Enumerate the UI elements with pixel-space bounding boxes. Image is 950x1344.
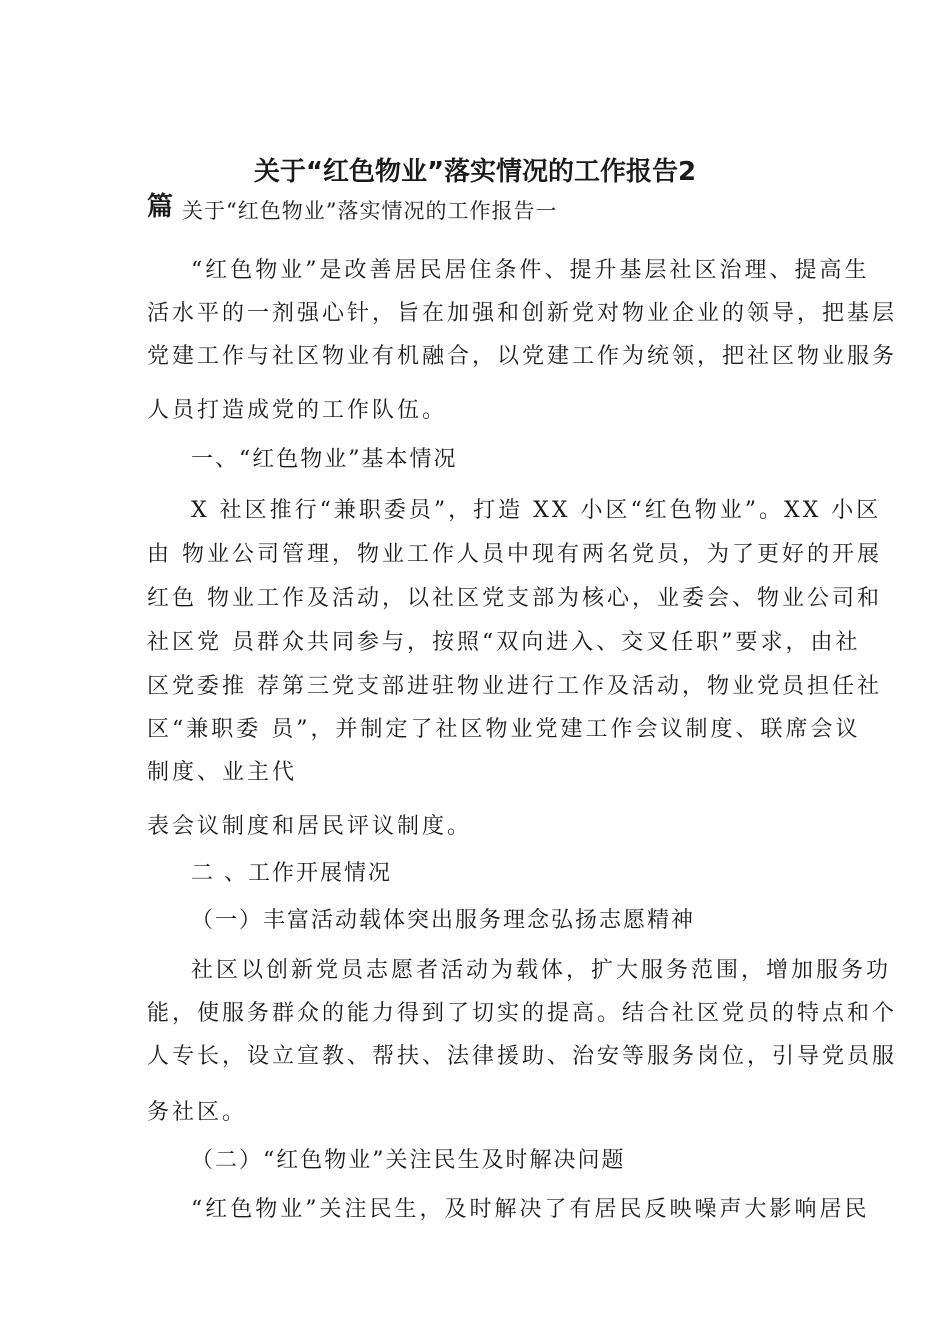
section-heading: 二 、工作开展情况 — [191, 861, 392, 886]
paragraph-line: 务社区。 — [147, 1100, 248, 1125]
paragraph-line: 社区以创新党员志愿者活动为载体，扩大服务范围，增加服务功 — [191, 958, 892, 983]
paragraph-line: 红色 物业工作及活动，以社区党支部为核心，业委会、物业公司和 — [147, 586, 882, 611]
subsection-heading: （一）丰富活动载体突出服务理念弘扬志愿精神 — [191, 908, 696, 933]
paragraph-line: 社区党 员群众共同参与，按照“双向进入、交叉任职”要求，由社 — [147, 630, 861, 655]
paragraph-line: 制度、业主代 — [147, 760, 298, 785]
paragraph-line: 人专长，设立宣教、帮扶、法律援助、治安等服务岗位，引导党员服 — [147, 1044, 898, 1069]
paragraph-line: 区党委推 荐第三党支部进驻物业进行工作及活动，物业党员担任社 — [147, 674, 882, 699]
document-title-continuation: 篇 — [147, 192, 174, 222]
section-heading: 一、“红色物业”基本情况 — [191, 447, 458, 472]
paragraph-line: 区“兼职委 员”，并制定了社区物业党建工作会议制度、联席会议 — [147, 717, 861, 742]
paragraph-line: X 社区推行“兼职委员”，打造 XX 小区“红色物业”。XX 小区 — [191, 498, 882, 523]
paragraph-line: 表会议制度和居民评议制度。 — [147, 814, 473, 839]
paragraph-line: “红色物业”是改善居民居住条件、提升基层社区治理、提高生 — [191, 258, 870, 283]
paragraph-line: “红色物业”关注民生，及时解决了有居民反映噪声大影响居民 — [191, 1197, 870, 1222]
paragraph-line: 活水平的一剂强心针，旨在加强和创新党对物业企业的领导，把基层 — [147, 301, 898, 326]
paragraph-line: 党建工作与社区物业有机融合，以党建工作为统领，把社区物业服务 — [147, 344, 898, 369]
document-title: 关于“红色物业”落实情况的工作报告2 — [253, 157, 697, 187]
document-subtitle: 关于“红色物业”落实情况的工作报告一 — [182, 199, 558, 223]
paragraph-line: 人员打造成党的工作队伍。 — [147, 398, 448, 423]
paragraph-line: 能，使服务群众的能力得到了切实的提高。结合社区党员的特点和个 — [147, 1001, 898, 1026]
subsection-heading: （二）“红色物业”关注民生及时解决问题 — [191, 1148, 626, 1173]
paragraph-line: 由 物业公司管理，物业工作人员中现有两名党员，为了更好的开展 — [147, 542, 882, 567]
